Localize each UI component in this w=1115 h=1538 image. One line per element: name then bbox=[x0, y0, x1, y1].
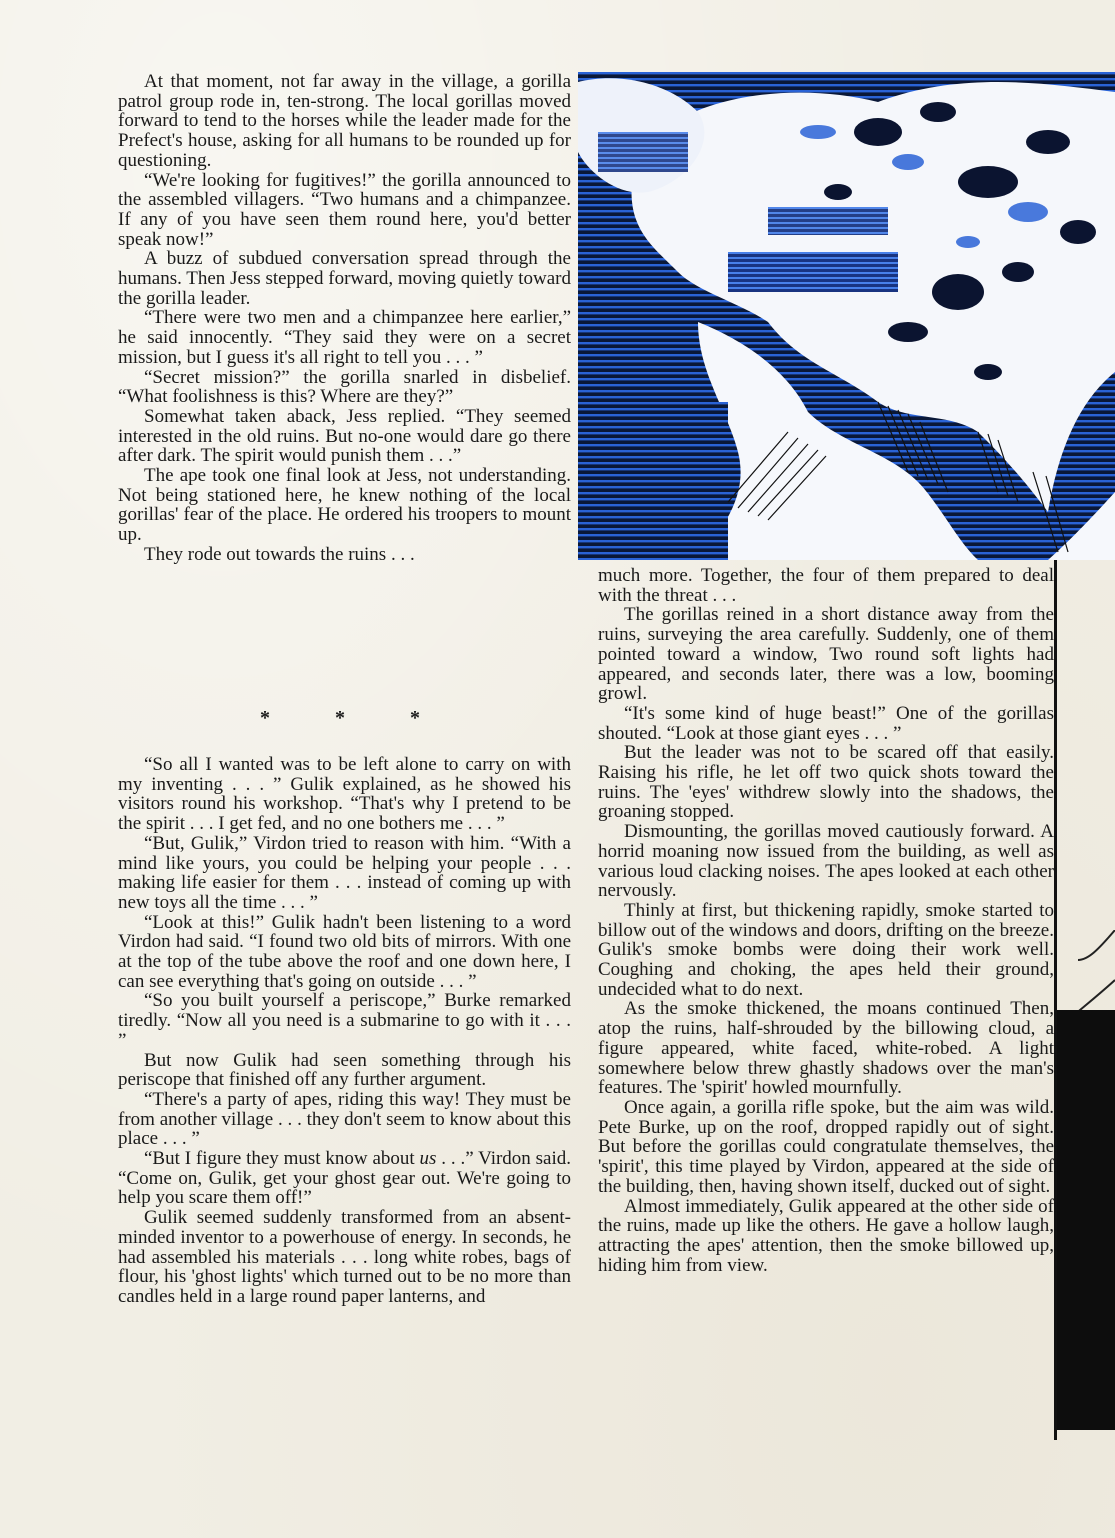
paragraph: “But, Gulik,” Virdon tried to reason with him. “With a mind like yours, you could be helping your people . . . making life easier for them . . . instead of coming up with new toys all the time . . . ” bbox=[118, 832, 571, 913]
section-break-star: * bbox=[410, 707, 420, 729]
paragraph: “So you built yourself a periscope,” Burke remarked tiredly. “Now all you need is a submarine to go with it . . . ” bbox=[118, 990, 571, 1051]
right-column bbox=[598, 566, 1054, 1275]
paragraph: Thinly at first, but thickening rapidly, smoke started to billow out of the windows and doors, drifting on the breeze. Gulik's smoke bombs were doing their work well. Coughing and choking, the apes held their ground, undecided what to do next. bbox=[598, 899, 1054, 1000]
paragraph: “Secret mission?” the gorilla snarled in disbelief. “What foolishness is this? Where are they?” bbox=[118, 366, 571, 408]
text-run: “But I figure they must know about bbox=[144, 1148, 420, 1170]
paragraph: But now Gulik had seen something through his periscope that finished off any further argument. bbox=[118, 1049, 571, 1091]
paragraph: A buzz of subdued conversation spread through the humans. Then Jess stepped forward, moving quietly toward the gorilla leader. bbox=[118, 248, 571, 309]
smoke-cloud-artwork bbox=[578, 72, 1115, 560]
section-break bbox=[260, 707, 420, 730]
paragraph: Once again, a gorilla rifle spoke, but the aim was wild. Pete Burke, up on the roof, dropped rapidly out of sight. But before the gorillas could congratulate themselves, the 'spirit', this time played by Virdon, appeared at the side of the building, then, having shown itself, ducked out of sight. bbox=[598, 1096, 1054, 1197]
paragraph: much more. Together, the four of them prepared to deal with the threat . . . bbox=[598, 565, 1054, 606]
paragraph: “We're looking for fugitives!” the gorilla announced to the assembled villagers. “Two humans and a chimpanzee. If any of you have seen them round here, you'd better speak now!” bbox=[118, 169, 571, 250]
paragraph: At that moment, not far away in the village, a gorilla patrol group rode in, ten-strong. The local gorillas moved forward to tend to the horses while the leader made for the Prefect's house, asking for all humans to be rounded up for questioning. bbox=[118, 71, 571, 171]
paragraph: “It's some kind of huge beast!” One of the gorillas shouted. “Look at those giant eyes . . . ” bbox=[598, 702, 1054, 744]
text-run: . . .” Virdon said. “Come on, Gulik, get your ghost gear out. We're going to help you scare them off!” bbox=[118, 1148, 571, 1209]
paragraph: Almost immediately, Gulik appeared at the other side of the ruins, made up like the others. He gave a hollow laugh, attracting the apes' attention, then the smoke billowed up, hiding him from view. bbox=[598, 1195, 1054, 1276]
emphasis: us bbox=[419, 1148, 437, 1170]
edge-artwork-dark bbox=[1057, 1010, 1115, 1430]
paragraph: The ape took one final look at Jess, not understanding. Not being stationed here, he knew nothing of the local gorillas' fear of the place. He ordered his troopers to mount up. bbox=[118, 465, 571, 546]
paragraph: Somewhat taken aback, Jess replied. “They seemed interested in the old ruins. But no-one would dare go there after dark. The spirit would punish them . . .” bbox=[118, 405, 571, 467]
paragraph: Gulik seemed suddenly transformed from an absent-minded inventor to a powerhouse of energy. In seconds, he had assembled his materials . . . long white robes, bags of flour, his 'ghost lights' which turned out to be no more than candles held in a large round paper lanterns, and bbox=[118, 1207, 571, 1307]
paragraph: But the leader was not to be scared off that easily. Raising his rifle, he let off two quick shots toward the ruins. The 'eyes' withdrew slowly into the shadows, the groaning stopped. bbox=[598, 742, 1054, 823]
paragraph: The gorillas reined in a short distance away from the ruins, surveying the area carefully. Suddenly, one of them pointed toward a window, Two round soft lights had appeared, and seconds later, there was a low, booming growl. bbox=[598, 604, 1054, 705]
left-column-top bbox=[118, 72, 571, 565]
paragraph bbox=[118, 1149, 571, 1208]
paragraph: “There's a party of apes, riding this way! They must be from another village . . . they don't seem to know about this place . . . ” bbox=[118, 1088, 571, 1150]
paragraph: Dismounting, the gorillas moved cautiously forward. A horrid moaning now issued from the building, as well as various loud clacking noises. The apes looked at each other nervously. bbox=[598, 821, 1054, 902]
paragraph: “There were two men and a chimpanzee here earlier,” he said innocently. “They said they were on a secret mission, but I guess it's all right to tell you . . . ” bbox=[118, 307, 571, 368]
left-column-bottom bbox=[118, 755, 571, 1307]
paragraph: They rode out towards the ruins . . . bbox=[144, 543, 415, 565]
paragraph: “So all I wanted was to be left alone to carry on with my inventing . . . ” Gulik explained, as he showed his visitors round his workshop. “That's why I pretend to be the spirit . . . I get fed, and no one bothers me . . . ” bbox=[118, 754, 571, 835]
section-break-star: * bbox=[335, 707, 345, 729]
section-break-star: * bbox=[260, 707, 270, 729]
paragraph: As the smoke thickened, the moans continued Then, atop the ruins, half-shrouded by the billowing cloud, a figure appeared, white faced, white-robed. A light somewhere below threw ghastly shadows over the man's features. The 'spirit' howled mournfully. bbox=[598, 998, 1054, 1099]
paragraph: “Look at this!” Gulik hadn't been listening to a word Virdon had said. “I found two old bits of mirrors. With one at the top of the tube above the roof and one down here, I can see everything that's going on outside . . . ” bbox=[118, 911, 571, 992]
cloud-illustration bbox=[578, 72, 1115, 560]
